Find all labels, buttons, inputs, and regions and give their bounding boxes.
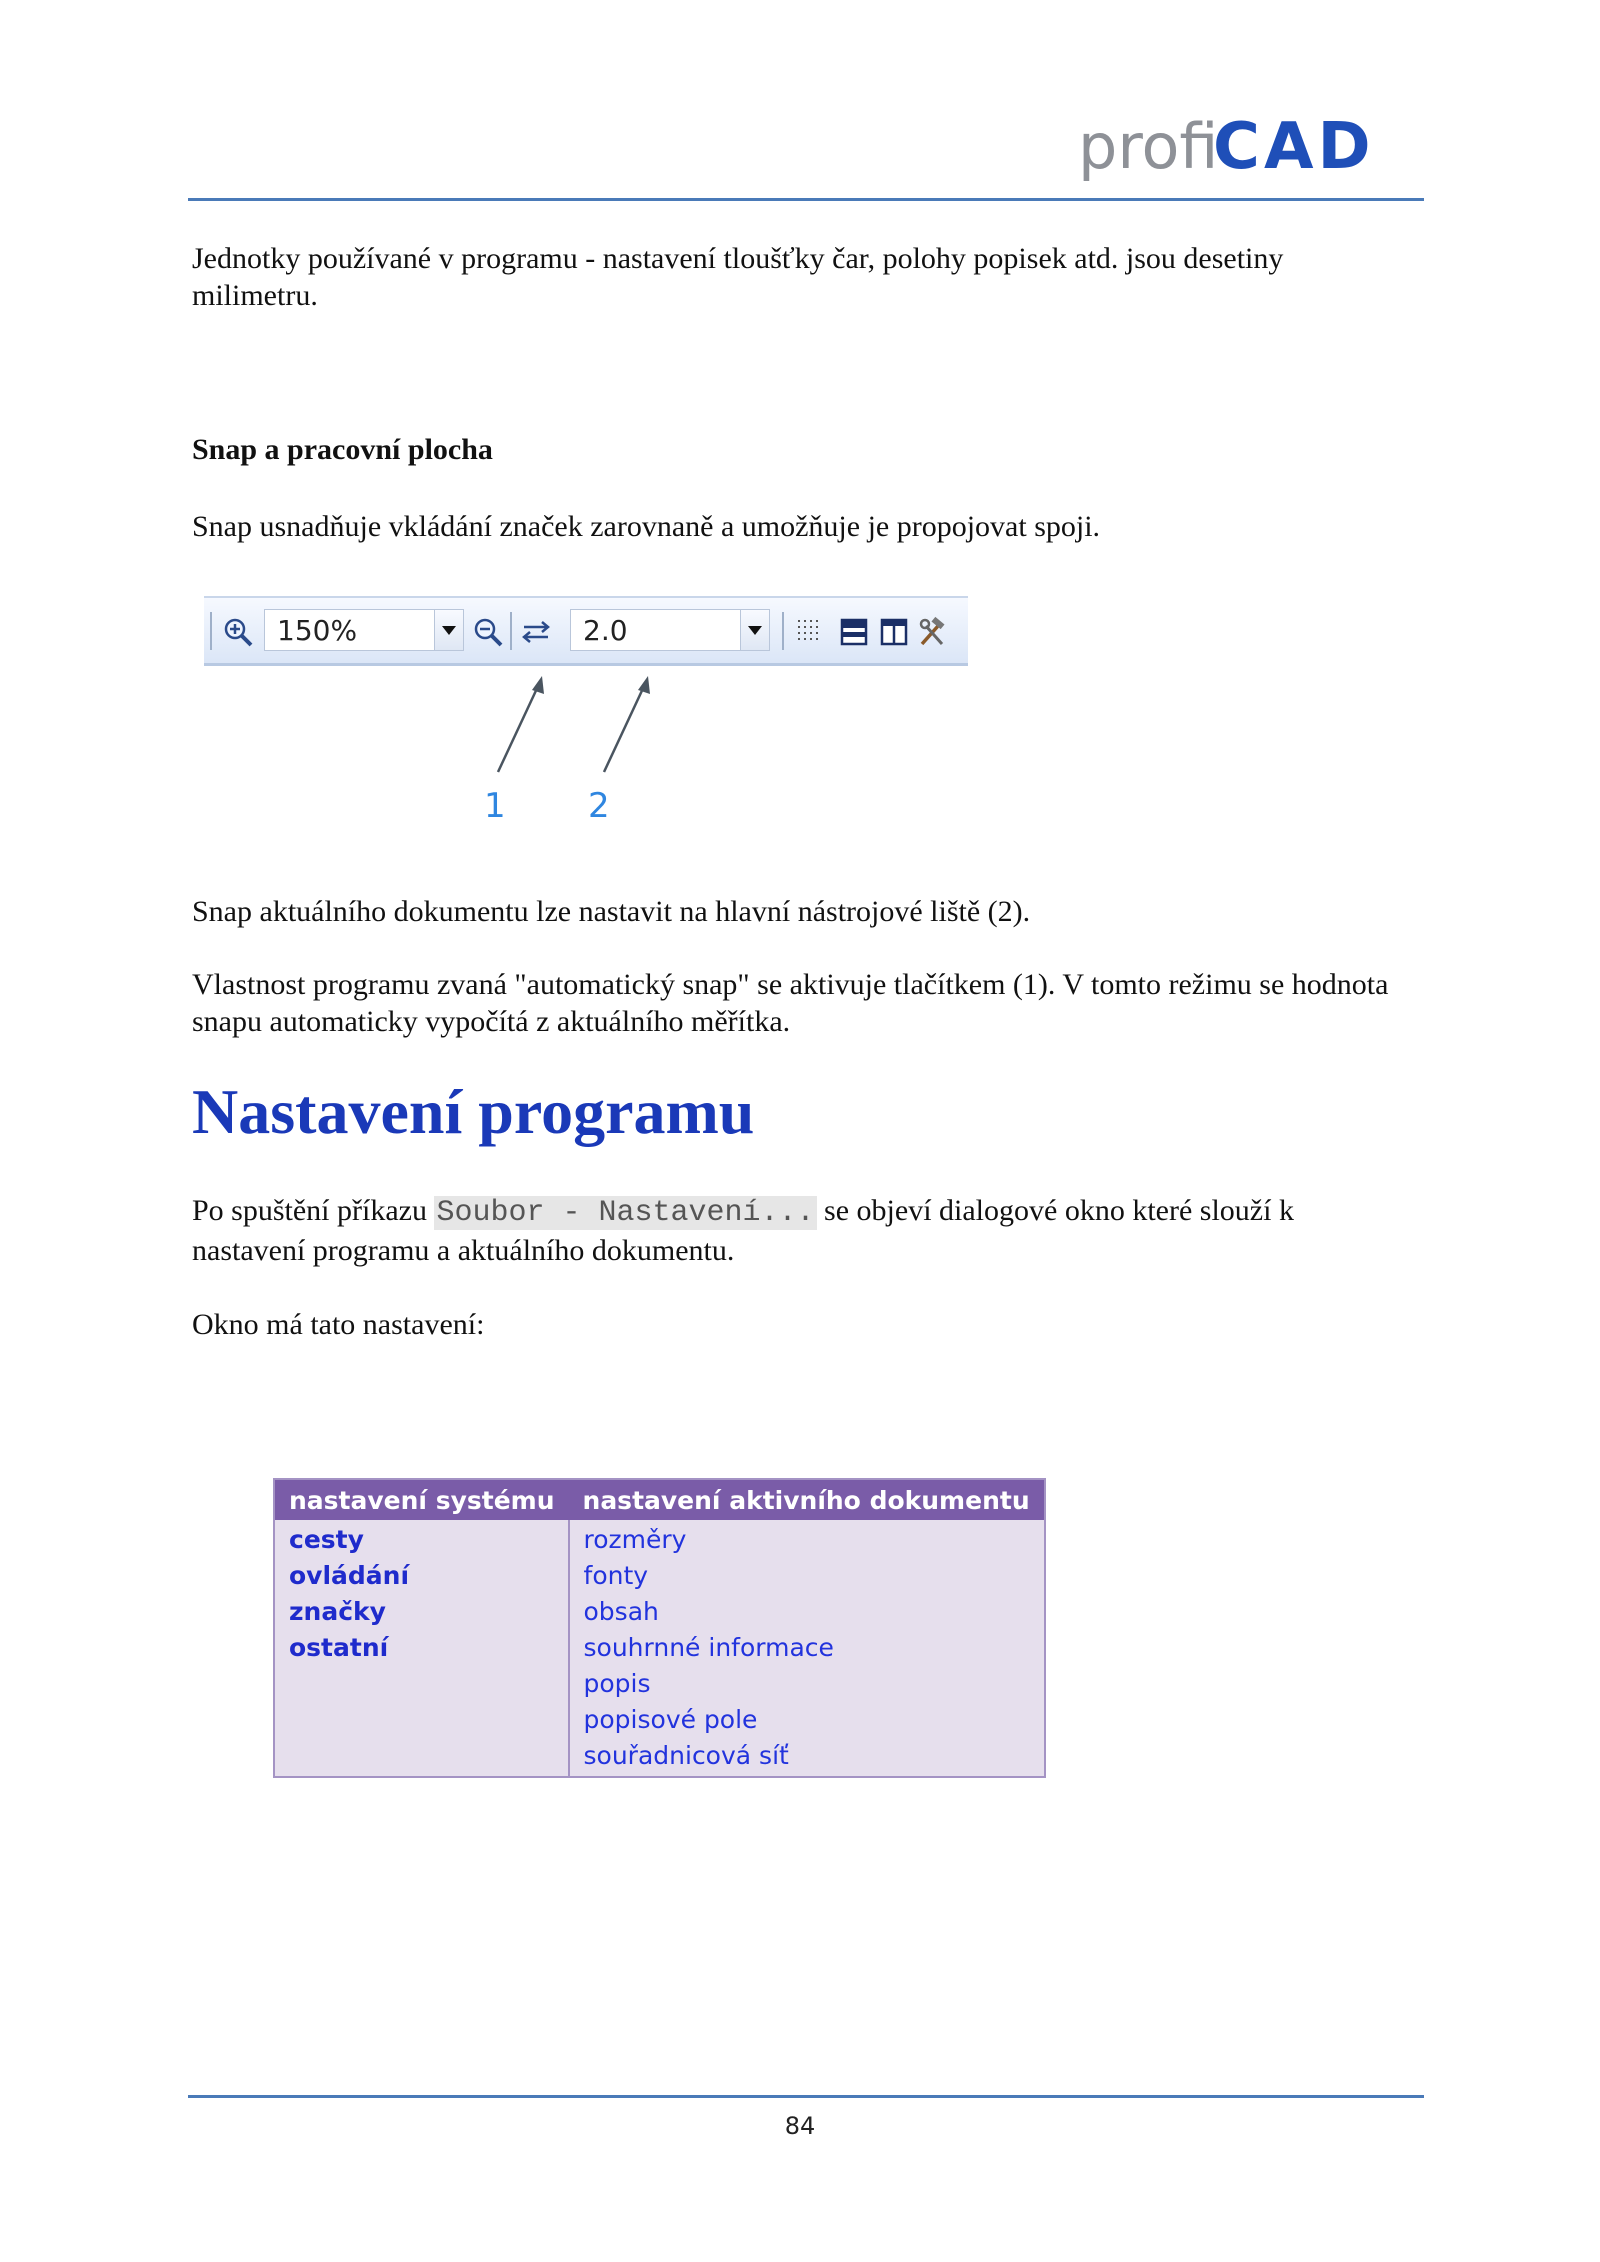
page-number: 84 xyxy=(784,2112,816,2140)
tools-icon[interactable] xyxy=(916,616,948,648)
list-item: cesty xyxy=(289,1525,364,1554)
snap-intro-paragraph: Snap usnadňuje vkládání značek zarovnaně a umožňuje je propojovat spoji. xyxy=(192,510,1101,543)
footer-rule xyxy=(188,2095,1424,2098)
list-item: fonty xyxy=(583,1561,649,1590)
list-item: ovládání xyxy=(289,1561,410,1590)
chevron-down-icon[interactable] xyxy=(434,610,463,650)
list-item: značky xyxy=(289,1597,386,1626)
list-item: souhrnné informace xyxy=(583,1633,834,1662)
toolbar-separator xyxy=(510,612,512,650)
list-item: souřadnicová síť xyxy=(583,1741,789,1770)
auto-snap-paragraph: Vlastnost programu zvaná "automatický snap" se aktivuje tlačítkem (1). V tomto režimu se hodnota snapu automaticky vypočítá z aktuálního měřítka. xyxy=(192,968,1389,1038)
table-header-row xyxy=(274,1479,1045,1520)
snap-toolbar-paragraph: Snap aktuálního dokumentu lze nastavit na hlavní nástrojové liště (2). xyxy=(192,895,1031,928)
toolbar-separator xyxy=(782,612,784,650)
zoom-combo[interactable] xyxy=(264,609,464,651)
settings-table xyxy=(273,1478,1046,1778)
list-item: popisové pole xyxy=(583,1705,758,1734)
snap-combo[interactable] xyxy=(570,609,770,651)
chevron-down-icon[interactable] xyxy=(740,610,769,650)
logo-text-profi: profi xyxy=(1078,110,1219,183)
settings-paragraph xyxy=(192,1192,1412,1269)
section-heading-settings: Nastavení programu xyxy=(192,1076,755,1147)
auto-snap-icon[interactable] xyxy=(520,616,552,648)
section-title-snap: Snap a pracovní plocha xyxy=(192,433,493,466)
menu-command: Soubor - Nastavení... xyxy=(436,1196,815,1230)
zoom-in-icon[interactable] xyxy=(222,616,254,648)
list-item: rozměry xyxy=(583,1525,687,1554)
settings-text-after: se objeví dialogové okno které slouží k nastavení programu a aktuálního dokumentu. xyxy=(192,1194,1294,1267)
table-header-document: nastavení aktivního dokumentu xyxy=(569,1479,1045,1520)
list-item: popis xyxy=(583,1669,651,1698)
list-item: ostatní xyxy=(289,1633,389,1662)
grid-icon[interactable] xyxy=(794,616,826,648)
arrow-2 xyxy=(604,682,646,772)
zoom-out-icon[interactable] xyxy=(472,616,504,648)
arrow-1-head xyxy=(532,676,544,694)
zoom-value: 150% xyxy=(277,614,358,647)
horizontal-split-icon[interactable] xyxy=(838,616,870,648)
header-rule xyxy=(188,198,1424,201)
arrow-2-head xyxy=(638,676,650,694)
callout-label-1: 1 xyxy=(484,786,506,826)
arrow-1 xyxy=(498,682,540,772)
list-item: obsah xyxy=(583,1597,659,1626)
table-header-system: nastavení systému xyxy=(274,1479,569,1520)
callout-label-2: 2 xyxy=(588,786,610,826)
table-row xyxy=(274,1520,1045,1777)
toolbar-grip xyxy=(210,612,212,650)
snap-value: 2.0 xyxy=(583,614,628,647)
window-settings-paragraph: Okno má tato nastavení: xyxy=(192,1308,485,1341)
logo-text-cad: CAD xyxy=(1213,110,1375,184)
system-settings-cell xyxy=(274,1520,569,1777)
document-settings-cell xyxy=(569,1520,1045,1777)
toolbar-screenshot xyxy=(204,596,968,666)
proficad-logo xyxy=(1078,104,1416,188)
settings-text-before: Po spuštění příkazu xyxy=(192,1194,427,1227)
intro-paragraph: Jednotky používané v programu - nastavení tloušťky čar, polohy popisek atd. jsou desetiny milimetru. xyxy=(192,242,1284,312)
vertical-split-icon[interactable] xyxy=(878,616,910,648)
